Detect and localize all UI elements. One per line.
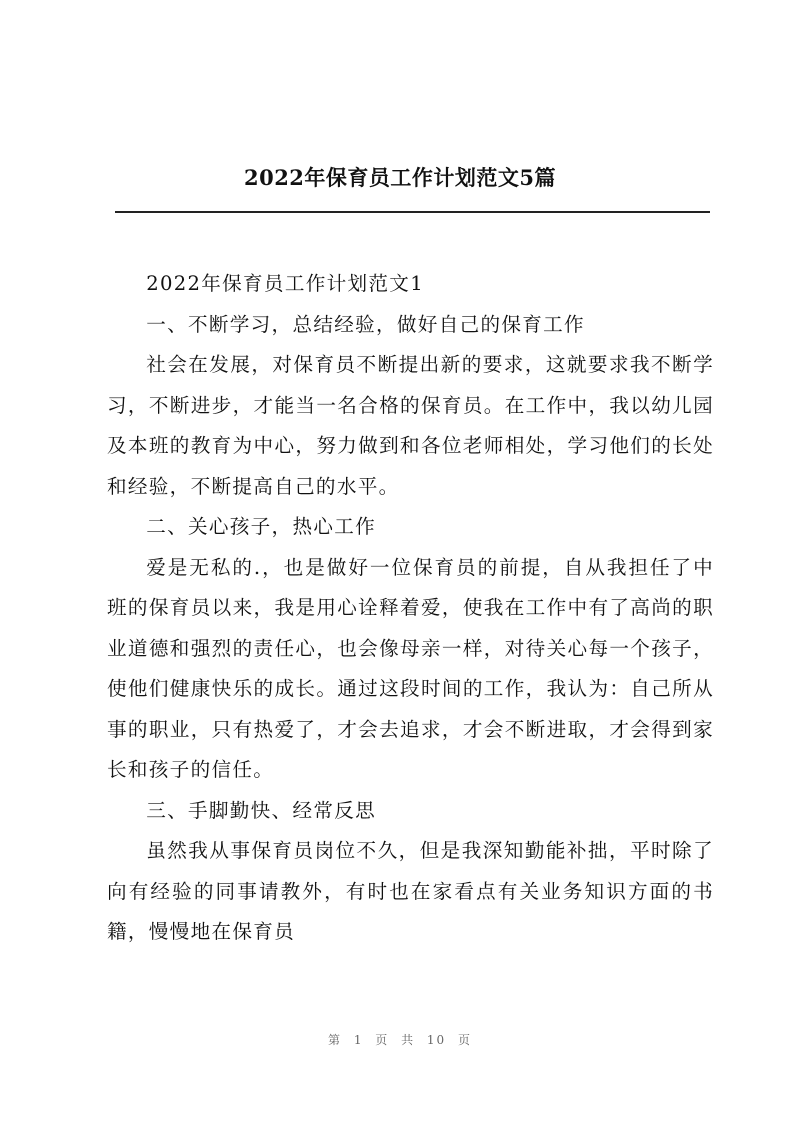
document-title: 2022年保育员工作计划范文5篇	[243, 165, 557, 190]
subheading-1: 一、不断学习，总结经验，做好自己的保育工作	[146, 312, 585, 336]
subheading-3: 三、手脚勤快、经常反思	[146, 798, 377, 822]
paragraph-2: 爱是无私的.，也是做好一位保育员的前提，自从我担任了中班的保育员以来，我是用心诠释着爱，使我在工作中有了高尚的职业道德和强烈的责任心，也会像母亲一样，对待关心每一个孩子，使他们健康快乐的成长。通过这段时间的工作，我认为：自己所从事的职业，只有热爱了，才会去追求，才会不断进取，才会得到家长和孩子的信任。	[107, 555, 714, 781]
paragraph-1: 社会在发展，对保育员不断提出新的要求，这就要求我不断学习，不断进步，才能当一名合格的保育员。在工作中，我以幼儿园及本班的教育为中心，努力做到和各位老师相处，学习他们的长处和经验，不断提高自己的水平。	[107, 353, 714, 498]
section-heading-1: 2022年保育员工作计划范文1	[146, 272, 424, 295]
subheading-2: 二、关心孩子，热心工作	[146, 515, 377, 538]
page-number-footer: 第 1 页 共 10 页	[328, 1033, 472, 1047]
title-divider	[115, 211, 710, 213]
paragraph-3: 虽然我从事保育员岗位不久，但是我深知勤能补拙，平时除了向有经验的同事请教外，有时也在家看点有关业务知识方面的书籍，慢慢地在保育员	[107, 839, 714, 943]
document-body	[107, 264, 714, 953]
